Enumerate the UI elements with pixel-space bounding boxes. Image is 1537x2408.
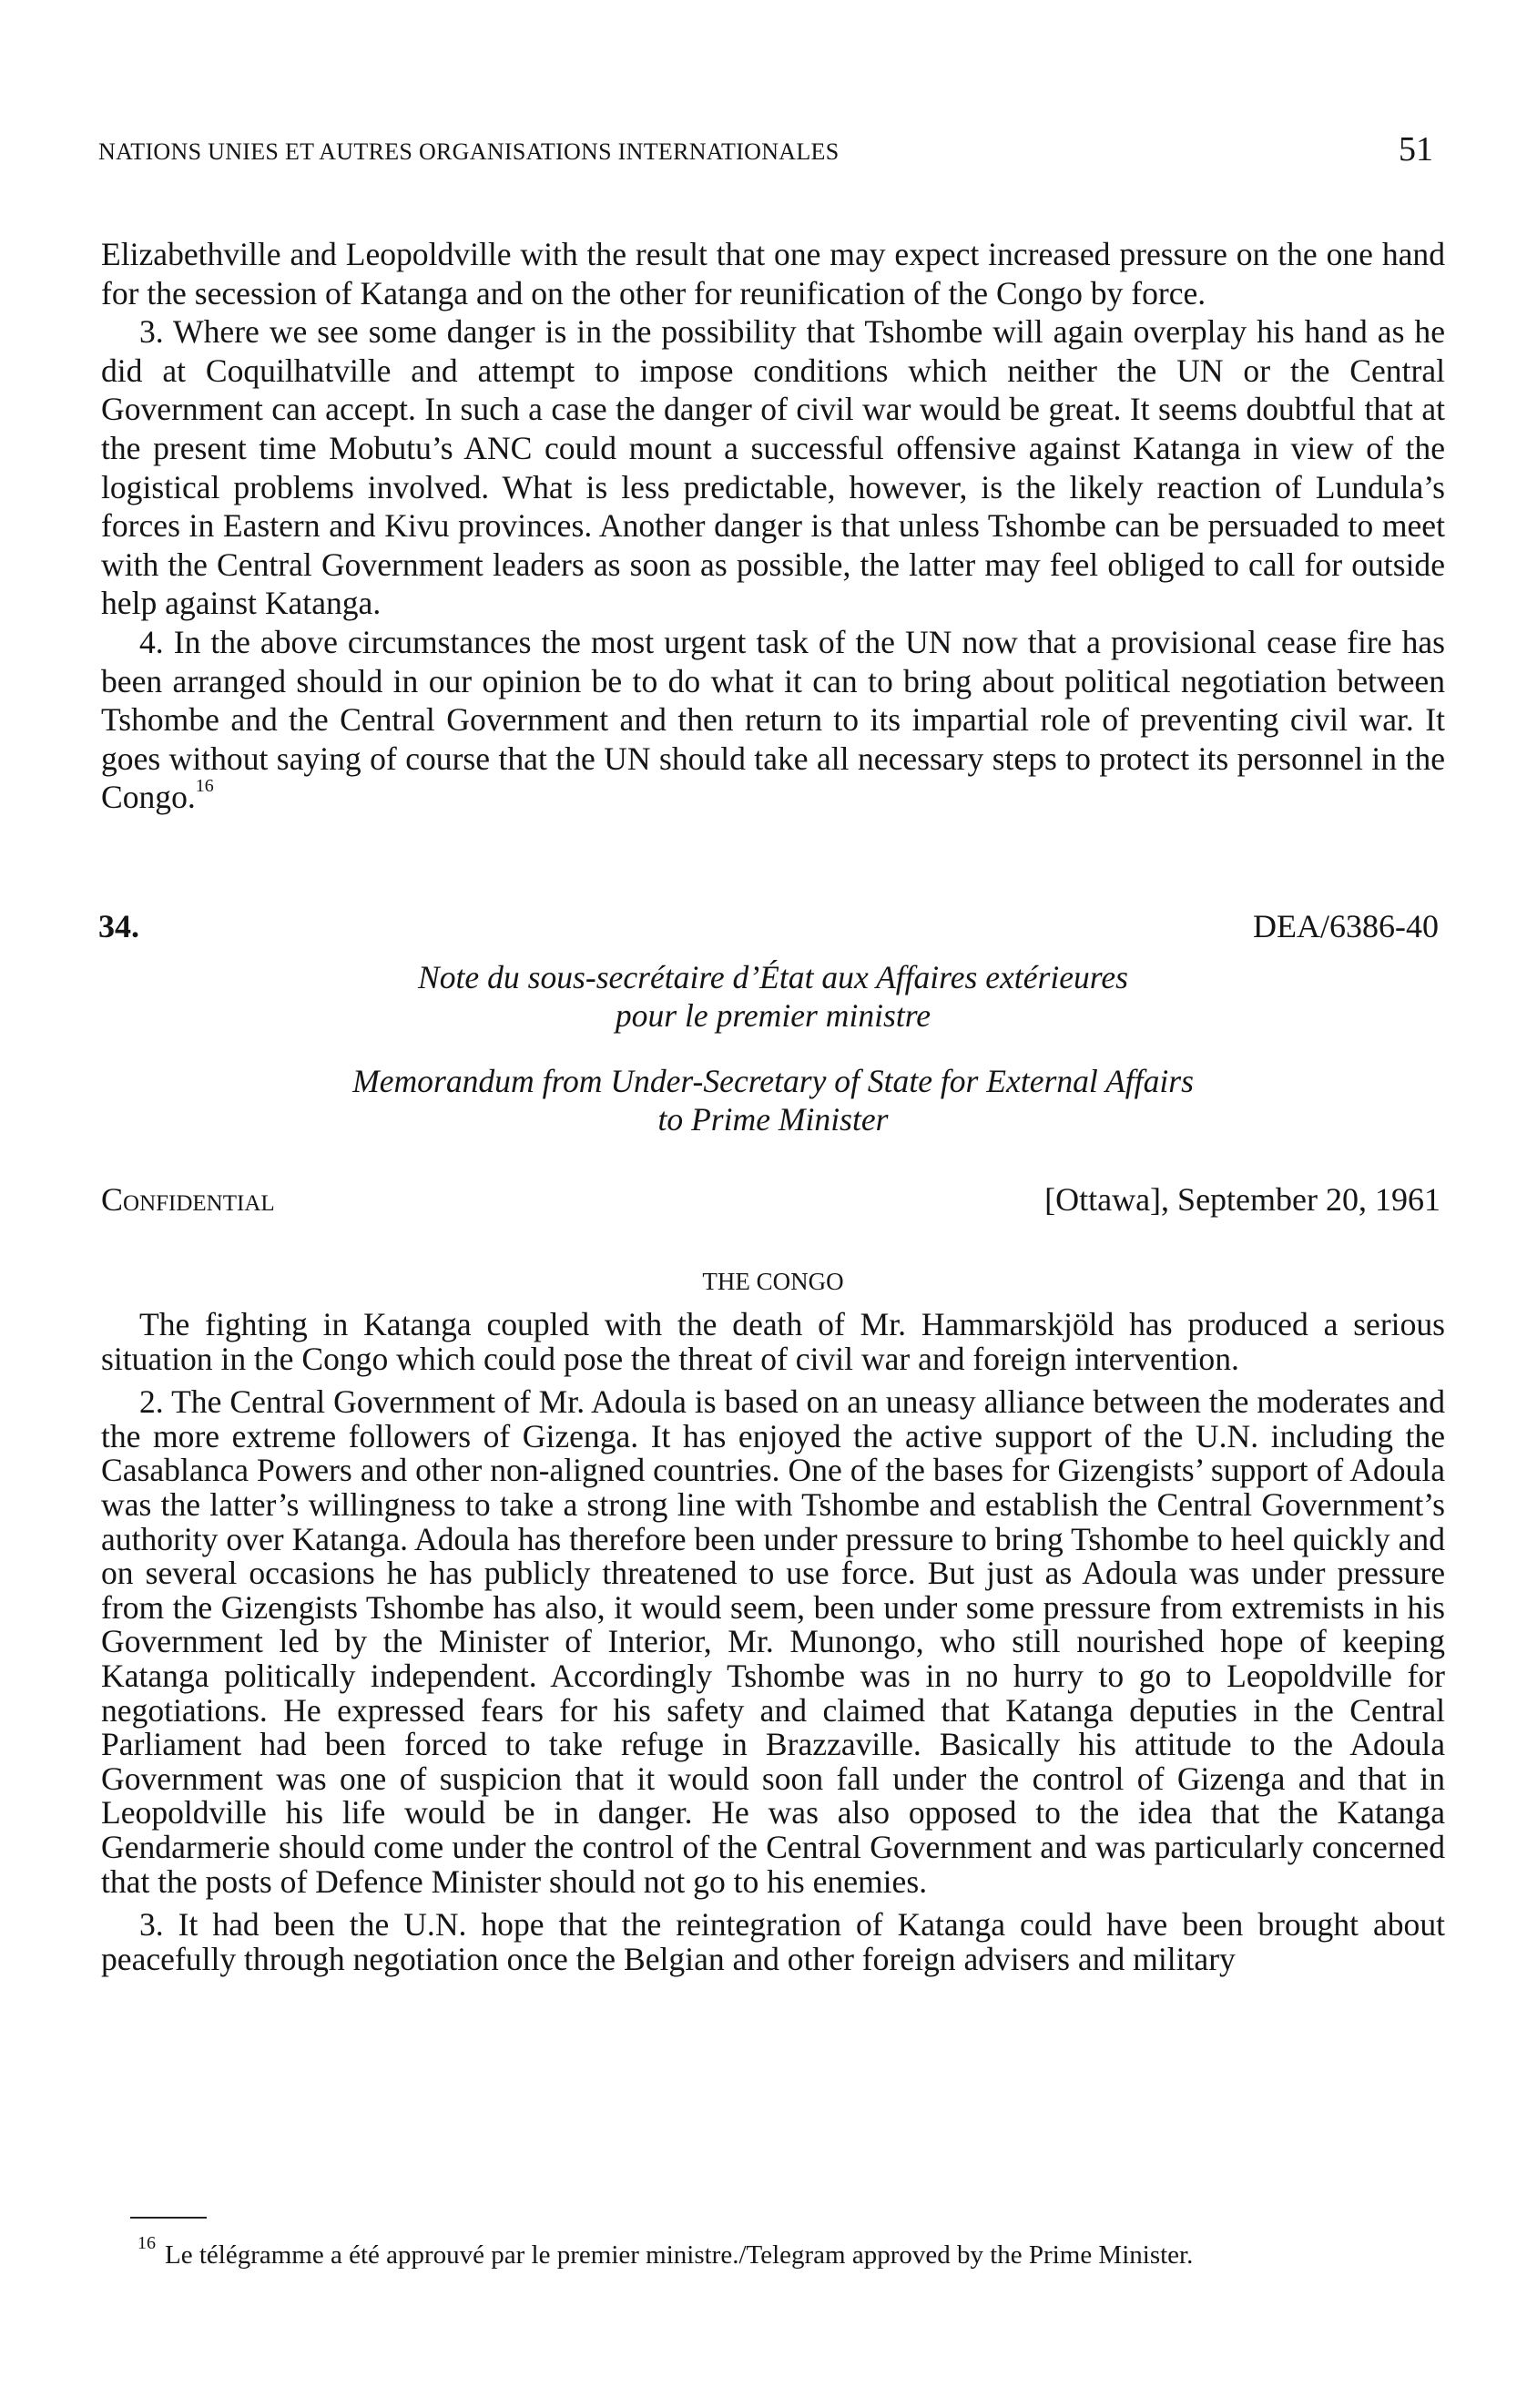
document-number: 34. xyxy=(98,908,139,944)
continued-text xyxy=(101,235,1445,817)
classification: Confidential xyxy=(101,1181,275,1218)
memo-paragraph-2: 2. The Central Government of Mr. Adoula is based on an uneasy alliance between the moderates and the more extreme followers of Gizenga. It has enjoyed the active support of the U.N. including the Casablanca Powers and other non-aligned countries. One of the bases for Gizengists’ support of Adoula was the latter’s willingness to take a strong line with Tshombe and establish the Central Government’s authority over Katanga. Adoula has therefore been under pressure to bring Tshombe to heel quickly and on several occasions he has publicly threatened to use force. But just as Adoula was under pressure from the Gizengists Tshombe has also, it would seem, been under some pressure from extremists in his Government led by the Minister of Interior, Mr. Munongo, who still nourished hope of keeping Katanga politically independent. Accordingly Tshombe was in no hurry to go to Leopoldville for negotiations. He expressed fears for his safety and claimed that Katanga deputies in the Central Parliament had been forced to take refuge in Brazzaville. Basically his attitude to the Adoula Government was one of suspicion that it would soon fall under the control of Gizenga and that in Leopoldville his life would be in danger. He was also opposed to the idea that the Katanga Gendarmerie should come under the control of the Central Government and was particularly concerned that the posts of Defence Minister should not go to his enemies. xyxy=(101,1383,1445,1900)
footnote xyxy=(137,2233,1193,2270)
title-english-line-2: to Prime Minister xyxy=(657,1101,889,1138)
footnote-mark: 16 xyxy=(137,2233,156,2253)
footnote-divider xyxy=(130,2217,207,2219)
memo-body xyxy=(101,1308,1445,1976)
document-reference: DEA/6386-40 xyxy=(1253,908,1439,944)
title-french-line-2: pour le premier ministre xyxy=(615,997,931,1034)
place-date: [Ottawa], September 20, 1961 xyxy=(1044,1181,1440,1218)
title-french-line-1: Note du sous-secrétaire d’État aux Affaires extérieures xyxy=(418,959,1128,995)
page-number: 51 xyxy=(1399,130,1433,168)
memo-subject: THE CONGO xyxy=(702,1268,844,1295)
continued-paragraph-3 xyxy=(101,623,1445,817)
footnote-reference: 16 xyxy=(195,776,214,797)
memo-paragraph-3: 3. It had been the U.N. hope that the reintegration of Katanga could have been brought about peacefully through negotiation once the Belgian and other foreign advisers and military xyxy=(101,1906,1445,1977)
title-french xyxy=(101,958,1445,1035)
running-title: NATIONS UNIES ET AUTRES ORGANISATIONS INTERNATIONALES xyxy=(98,138,840,165)
footnote-text: Le télégramme a été approuvé par le premier ministre./Telegram approved by the Prime Minister. xyxy=(165,2240,1194,2270)
memo-paragraph-1: The fighting in Katanga coupled with the death of Mr. Hammarskjöld has produced a serious situation in the Congo which could pose the threat of civil war and foreign intervention. xyxy=(101,1306,1445,1377)
continued-paragraph-1: Elizabethville and Leopoldville with the result that one may expect increased pressure on the one hand for the secession of Katanga and on the other for reunification of the Congo by force. xyxy=(101,236,1445,311)
continued-paragraph-3-text: 4. In the above circumstances the most urgent task of the UN now that a provisional cease fire has been arranged should in our opinion be to do what it can to bring about political negotiation between Tshombe and the Central Government and then return to its impartial role of preventing civil war. It goes without saying of course that the UN should take all necessary steps to protect its personnel in the Congo. xyxy=(101,623,1445,816)
continued-paragraph-2: 3. Where we see some danger is in the possibility that Tshombe will again overplay his hand as he did at Coquilhatville and attempt to impose conditions which neither the UN or the Central Government can accept. In such a case the danger of civil war would be great. It seems doubtful that at the present time Mobutu’s ANC could mount a successful offensive against Katanga in view of the logistical problems involved. What is less predictable, however, is the likely reaction of Lundula’s forces in Eastern and Kivu provinces. Another danger is that unless Tshombe can be persuaded to meet with the Central Government leaders as soon as possible, the latter may feel obliged to call for outside help against Katanga. xyxy=(101,313,1445,622)
title-english-line-1: Memorandum from Under-Secretary of State for External Affairs xyxy=(352,1063,1194,1099)
title-english xyxy=(101,1062,1445,1138)
